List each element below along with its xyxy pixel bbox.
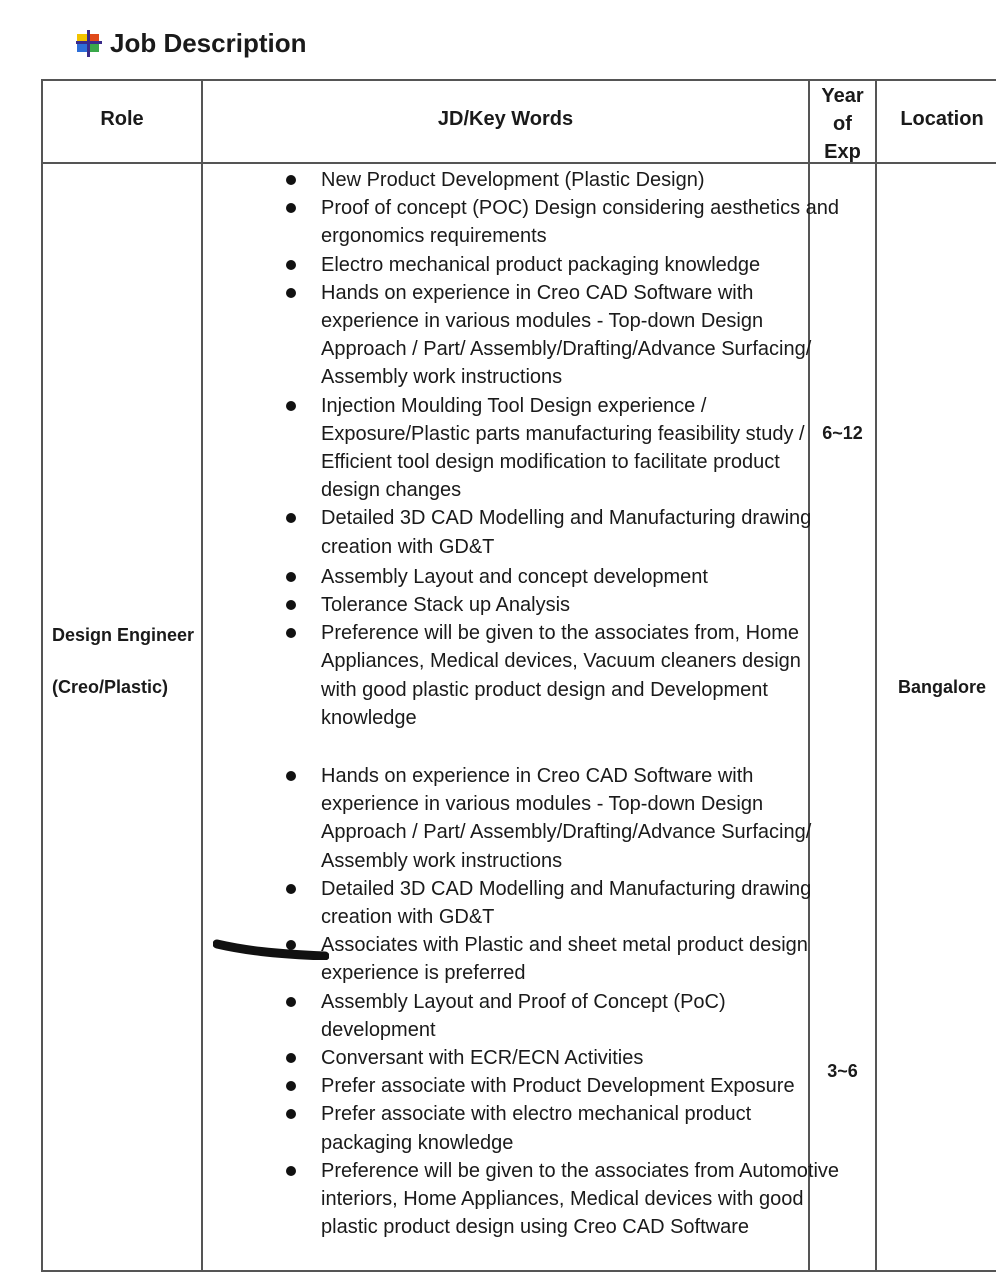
list-item: Prefer associate with electro mechanical product packaging knowledge: [281, 1100, 841, 1156]
list-item: Tolerance Stack up Analysis: [281, 591, 841, 619]
header-exp-line3: Exp: [824, 141, 861, 163]
header-exp-line2: of: [833, 113, 852, 135]
list-item: Prefer associate with Product Development Exposure: [281, 1072, 841, 1100]
experience-group2: 3~6: [827, 1061, 858, 1081]
col-border-left: [41, 79, 43, 1272]
page-title: Job Description: [110, 27, 307, 58]
page-header: [74, 26, 306, 60]
keywords-list-group2: [281, 762, 841, 1241]
table-bottom-border: [41, 1270, 996, 1272]
list-item: Associates with Plastic and sheet metal product design experience is preferred: [281, 931, 841, 987]
col-border-role: [201, 79, 203, 1272]
header-role: Role: [100, 108, 144, 130]
list-item: Electro mechanical product packaging knowledge: [281, 251, 841, 279]
header-exp-line1: Year: [821, 85, 864, 107]
header-keywords: JD/Key Words: [437, 108, 574, 130]
list-item: New Product Development (Plastic Design): [281, 166, 841, 194]
experience-group1: 6~12: [822, 423, 863, 443]
table-top-border: [41, 79, 996, 81]
pen-strike-mark: [213, 936, 329, 960]
role-title: Design Engineer: [52, 625, 195, 645]
list-item: Hands on experience in Creo CAD Software with experience in various modules - Top-down Design Approach / Part/ Assembly/Drafting/Advance Surfacing/ Assembly work instructions: [281, 762, 841, 875]
list-item: Injection Moulding Tool Design experience / Exposure/Plastic parts manufacturing feasibility study / Efficient tool design modification to facilitate product design changes: [281, 392, 841, 505]
list-item: Detailed 3D CAD Modelling and Manufacturing drawing creation with GD&T: [281, 504, 841, 560]
role-subtitle: (Creo/Plastic): [52, 677, 169, 697]
list-item: Preference will be given to the associates from, Home Appliances, Medical devices, Vacuum cleaners design with good plastic product design and Development knowledge: [281, 619, 841, 732]
list-item: Proof of concept (POC) Design considering aesthetics and ergonomics requirements: [281, 194, 841, 250]
list-item: Assembly Layout and concept development: [281, 563, 841, 591]
header-location: Location: [900, 108, 984, 130]
list-item: Hands on experience in Creo CAD Software with experience in various modules - Top-down Design Approach / Part/ Assembly/Drafting/Advance Surfacing/ Assembly work instructions: [281, 279, 841, 392]
pin-flag-icon: [74, 28, 104, 58]
list-item: Detailed 3D CAD Modelling and Manufacturing drawing creation with GD&T: [281, 875, 841, 931]
location-value: Bangalore: [897, 677, 987, 697]
list-item: Assembly Layout and Proof of Concept (PoC) development: [281, 988, 841, 1044]
list-item: Conversant with ECR/ECN Activities: [281, 1044, 841, 1072]
keywords-list-group1: [281, 166, 841, 732]
col-border-exp: [875, 79, 877, 1272]
header-experience: [810, 82, 875, 166]
job-table: [41, 79, 996, 1272]
list-item: Preference will be given to the associates from Automotive interiors, Home Appliances, Medical devices with good plastic product design using Creo CAD Software: [281, 1157, 841, 1242]
